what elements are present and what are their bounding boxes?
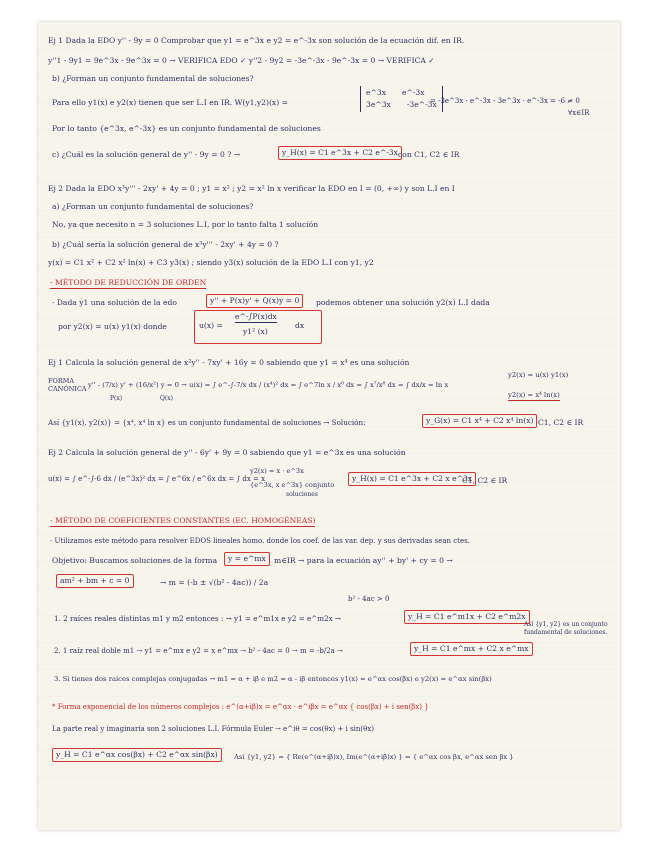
- notebook-page: [38, 22, 620, 830]
- det-r2c1: 3e^3x: [366, 100, 391, 109]
- qx-label: Q(x): [160, 395, 173, 402]
- wronskian-intro: Para ello y1(x) e y2(x) tienen que ser L.I en IR. W(y1,y2)(x) =: [52, 98, 288, 107]
- ej2-constants: C1, C2 ∈ IR: [462, 476, 508, 485]
- complex-solution-box: y_H = C1 e^αx cos(βx) + C2 e^αx sin(βx): [52, 748, 222, 762]
- for-all-x: ∀x∈IR: [568, 109, 590, 117]
- ej1-reduction-equation: y'' - (7/x) y' + (16/x²) y = 0 → u(x) = ∫ e^-∫-7/x dx / (x⁴)² dx = ∫ e^7ln x / x⁸ dx = ∫ x⁷/x⁸ dx = ∫ dx/x = ln x: [88, 381, 449, 389]
- det-r2c2: -3e^-3x: [406, 100, 437, 109]
- general-form: y(x) = C1 x² + C2 x² ln(x) + C3 y3(x) ; siendo y3(x) solución de la EDO L.I con y1, y2: [48, 258, 374, 267]
- ej1-solution-box: y_G(x) = C1 x⁴ + C2 x⁴ ln(x): [422, 414, 537, 428]
- u-formula-box: [194, 310, 322, 344]
- reduction-by: por y2(x) = u(x) y1(x) donde: [58, 322, 167, 331]
- case2-line: 2. 1 raíz real doble m1 → y1 = e^mx e y2 = x e^mx → b² - 4ac = 0 → m = -b/2a →: [54, 647, 343, 655]
- reduction-title: - MÉTODO DE REDUCCIÓN DE ORDEN: [50, 278, 207, 287]
- px-label: P(x): [110, 395, 123, 402]
- y2-result: y2(x) = x⁴ ln(x): [508, 391, 560, 399]
- ej1-reduction-statement: Ej 1 Calcula la solución general de x²y'' - 7xy' + 16y = 0 sabiendo que y1 = x⁴ es una solución: [48, 358, 410, 367]
- objetivo-tail: m∈IR → para la ecuación ay'' + by' + cy = 0 →: [274, 556, 453, 565]
- ej2-solution-box: y_H(x) = C1 e^3x + C2 x e^3x: [348, 472, 476, 486]
- form-box: y = e^mx: [224, 552, 270, 566]
- ej2-reduction-statement: Ej 2 Calcula la solución general de y'' - 6y' + 9y = 0 sabiendo que y1 = e^3x es una solución: [48, 448, 406, 457]
- case1-solution-box: y_H = C1 e^m1x + C2 e^m2x: [404, 610, 530, 624]
- general-solution-box: y_H(x) = C1 e^3x + C2 e^-3x: [278, 146, 402, 160]
- ej1-conclusion: Así {y1(x), y2(x)} = {x⁴, x⁴ ln x} es un conjunto fundamental de soluciones → Solución:: [48, 418, 366, 427]
- canonica-label: CANÓNICA: [48, 385, 87, 393]
- case1-line: 1. 2 raíces reales distintas m1 y m2 entonces : → y1 = e^m1x e y2 = e^m2x →: [54, 614, 342, 623]
- ej2-u-equation: u(x) = ∫ e^-∫-6 dx / (e^3x)² dx = ∫ e^6x / e^6x dx = ∫ dx = x: [48, 475, 266, 483]
- discriminant-cond: b² - 4ac > 0: [348, 595, 390, 603]
- u-denominator: y1² (x): [243, 327, 268, 336]
- ej2-y2: y2(x) = x · e^3x: [250, 467, 304, 475]
- ej2-statement: Ej 2 Dada la EDO x³y''' - 2xy' + 4y = 0 ; y1 = x² ; y2 = x² ln x verificar la EDO en I = (0, +∞) y son L.I en I: [48, 184, 455, 193]
- ej2-set: {e^3x, x e^3x} conjunto: [250, 481, 335, 489]
- case2-solution-box: y_H = C1 e^mx + C2 x e^mx: [410, 642, 533, 656]
- question-a: a) ¿Forman un conjunto fundamental de soluciones?: [52, 202, 254, 211]
- forma-label: FORMA: [48, 377, 75, 385]
- objetivo-line: Objetivo: Buscamos soluciones de la forma: [52, 556, 218, 565]
- u-dx: dx: [295, 321, 305, 330]
- question-b2: b) ¿Cuál sería la solución general de x³y''' - 2xy' + 4y = 0 ?: [52, 240, 279, 249]
- verification-line: y''1 - 9y1 = 9e^3x - 9e^3x = 0 → VERIFICA EDO ✓ y''2 - 9y2 = -3e^-3x - 9e^-3x = 0 → VERIFICA ✓: [48, 56, 435, 65]
- answer-a: No, ya que necesito n = 3 soluciones L.I, por lo tanto falta 1 solución: [52, 220, 319, 229]
- complex-set-line: Así {y1, y2} = { Re(e^(α+iβ)x), Im(e^(α+iβ)x) } = { e^αx cos βx, e^αx sen βx }: [234, 753, 514, 761]
- case3-line: 3. Si tienes dos raíces complejas conjugadas → m1 = α + iβ e m2 = α - iβ entonces y1(x) = e^αx cos(βx) e y2(x) = e^αx sin(βx): [54, 675, 492, 683]
- constants-note: con C1, C2 ∈ IR: [398, 150, 460, 159]
- case1-note-b: fundamental de soluciones.: [524, 629, 608, 636]
- coef-intro: · Utilizamos este método para resolver EDOS lineales homo. donde los coef. de las var. dep. y sus derivadas sean ctes.: [50, 537, 470, 545]
- quadratic-formula: → m = (-b ± √(b² - 4ac)) / 2a: [160, 578, 269, 587]
- ej2-set-soluciones: soluciones: [286, 491, 318, 498]
- exp-complex-line: * Forma exponencial de los números complejos : e^(α+iβ)x = e^αx · e^iβx = e^αx { cos(βx) + i sen(βx) }: [52, 703, 429, 711]
- ej1-statement: Ej 1 Dada la EDO y'' - 9y = 0 Comprobar que y1 = e^3x e y2 = e^-3x son solución de la ecuación dif. en IR.: [48, 36, 465, 45]
- characteristic-eq-box: am² + bm + c = 0: [56, 574, 134, 588]
- question-c: c) ¿Cuál es la solución general de y'' - 9y = 0 ? →: [52, 150, 241, 159]
- u-numerator: e^-∫P(x)dx: [235, 312, 277, 321]
- edo-box: y'' + P(x)y' + Q(x)y = 0: [206, 294, 303, 308]
- reduction-intro: · Dada y1 una solución de la edo: [52, 298, 177, 307]
- case1-note-a: Así {y1, y2} es un conjunto: [524, 621, 608, 628]
- conclusion-line: Por lo tanto {e^3x, e^-3x} es un conjunto fundamental de soluciones: [52, 124, 321, 133]
- coef-constantes-title: - MÉTODO DE COEFICIENTES CONSTANTES (EC. HOMOGÉNEAS): [50, 516, 316, 525]
- wronskian-result: = -3e^3x · e^-3x - 3e^3x · e^-3x = -6 ≠ 0: [430, 97, 580, 105]
- ej1-constants: C1, C2 ∈ IR: [538, 418, 584, 427]
- u-lhs: u(x) =: [199, 321, 223, 330]
- reduction-intro-tail: podemos obtener una solución y2(x) L.I dada: [316, 298, 490, 307]
- euler-line: La parte real y imaginaria son 2 soluciones L.I. Fórmula Euler → e^iθ = cos(θx) + i sin(θx): [52, 725, 375, 733]
- det-r1c1: e^3x: [366, 88, 386, 97]
- question-b: b) ¿Forman un conjunto fundamental de soluciones?: [52, 74, 254, 83]
- det-r1c2: e^-3x: [401, 88, 425, 97]
- y2-definition: y2(x) = u(x) y1(x): [508, 371, 569, 379]
